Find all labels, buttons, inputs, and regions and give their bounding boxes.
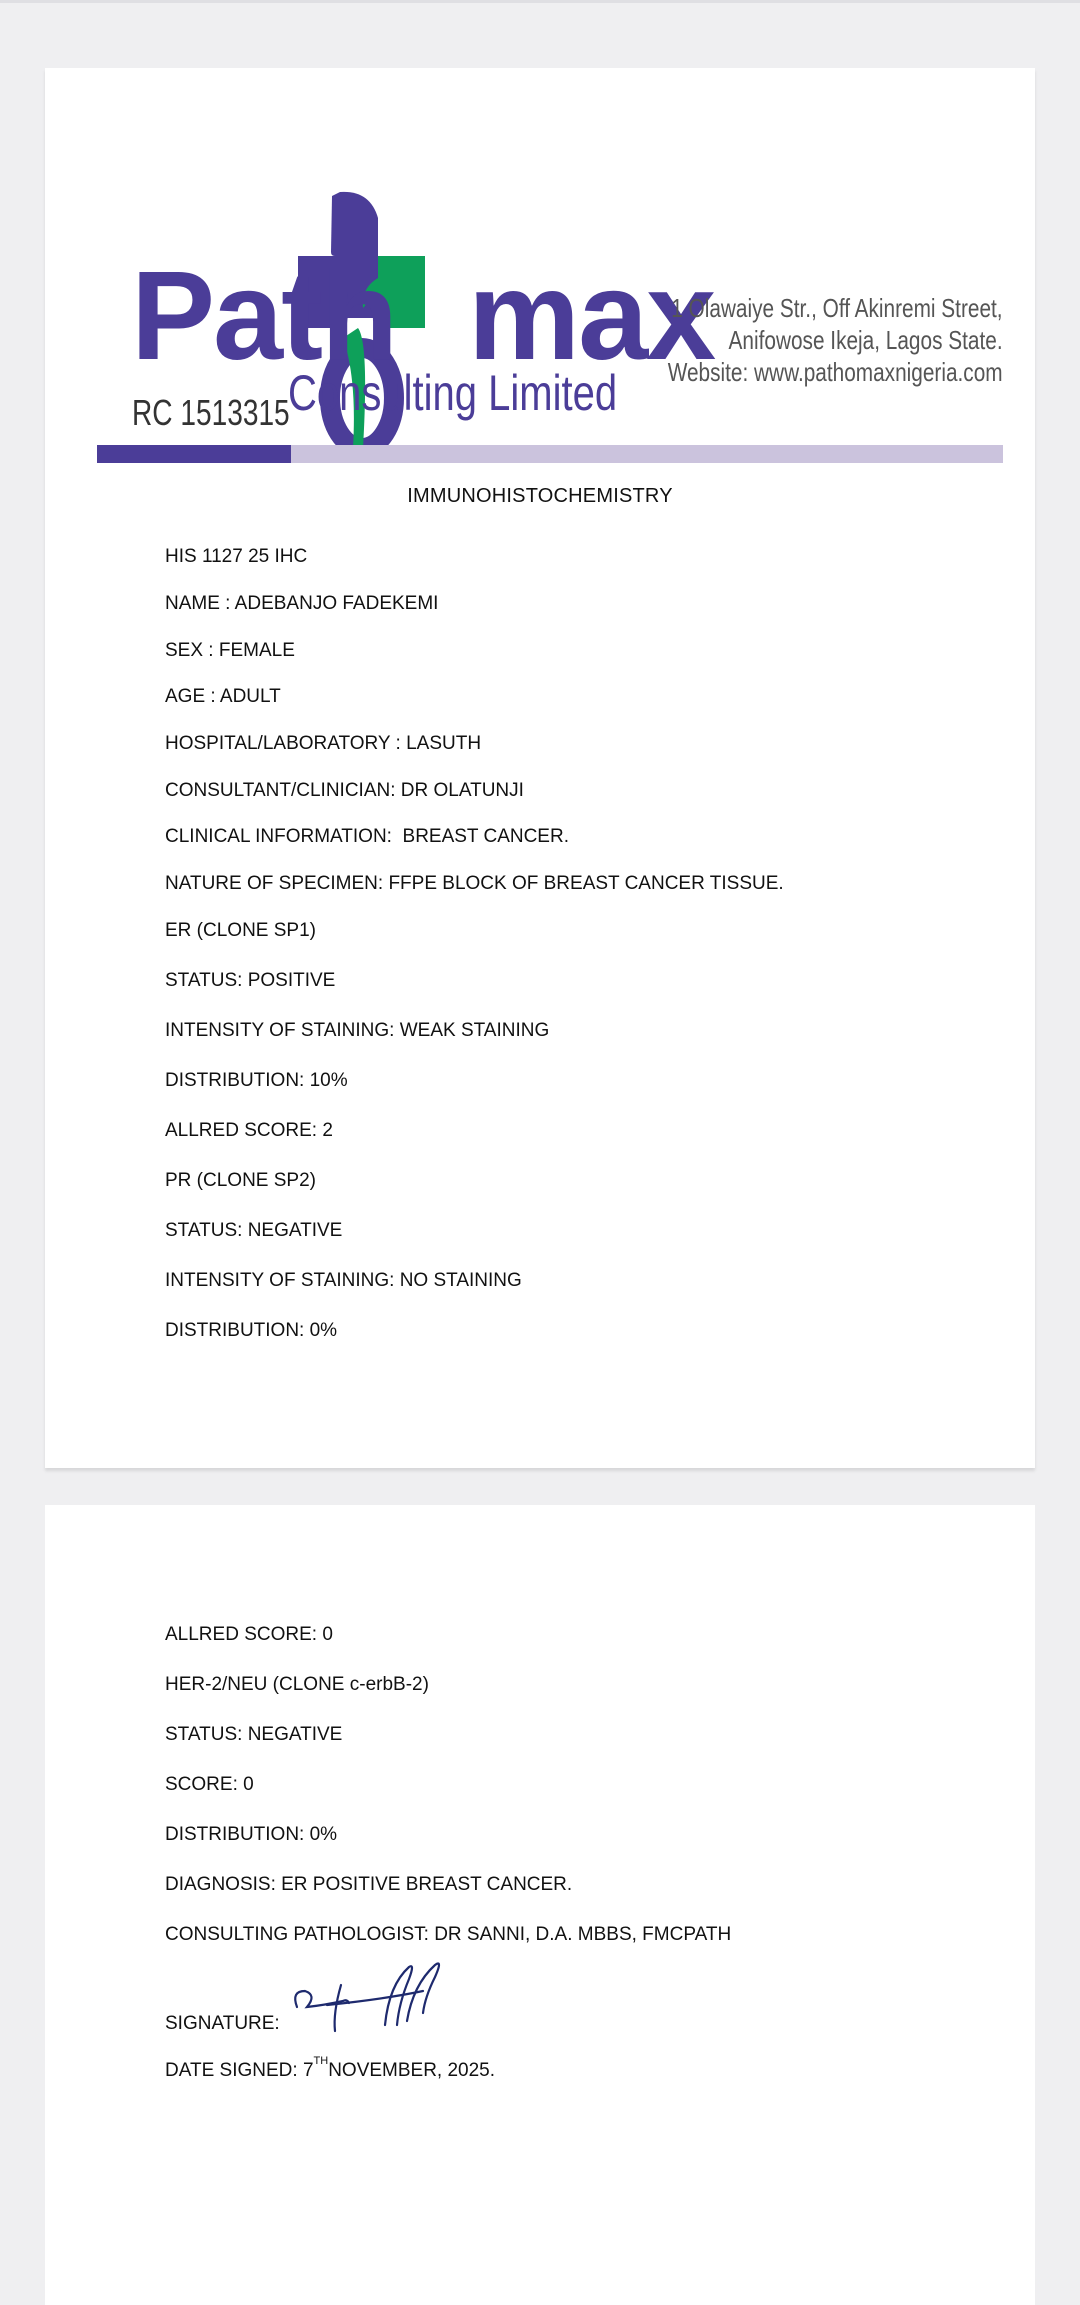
document-page-2 <box>45 1505 1035 2305</box>
signature-label: SIGNATURE: <box>165 2013 280 2034</box>
report-line: ALLRED SCORE: 0 <box>165 1624 333 1645</box>
report-line: HER-2/NEU (CLONE c-erbB-2) <box>165 1674 429 1695</box>
website-line: Website: www.pathomaxnigeria.com <box>668 357 1003 387</box>
report-line: SCORE: 0 <box>165 1774 254 1795</box>
date-signed <box>165 2055 496 2083</box>
report-line: STATUS: POSITIVE <box>165 970 336 991</box>
report-line: HIS 1127 25 IHC <box>165 546 308 567</box>
date-signed-suffix: NOVEMBER, 2025. <box>328 2060 496 2081</box>
date-signed-prefix: DATE SIGNED: 7 <box>165 2060 314 2081</box>
letterhead-divider-accent <box>97 445 291 463</box>
report-line: STATUS: NEGATIVE <box>165 1220 343 1241</box>
logo-word-right: max <box>468 245 715 386</box>
company-address <box>668 292 1003 388</box>
report-line: CONSULTING PATHOLOGIST: DR SANNI, D.A. MBBS, FMCPATH <box>165 1924 732 1945</box>
report-line: INTENSITY OF STAINING: NO STAINING <box>165 1270 522 1291</box>
document-page-1 <box>45 68 1035 1468</box>
report-line: STATUS: NEGATIVE <box>165 1724 343 1745</box>
address-line-2: Anifowose Ikeja, Lagos State. <box>728 325 1003 355</box>
report-line: SEX : FEMALE <box>165 640 295 661</box>
top-edge <box>0 0 1080 3</box>
date-signed-ordinal: TH <box>313 2055 329 2067</box>
report-line: CLINICAL INFORMATION: BREAST CANCER. <box>165 826 569 847</box>
logo-wordmark <box>131 245 715 386</box>
logo-subtitle: Consulting Limited <box>288 365 618 421</box>
address-line-1: 1 Olawaiye Str., Off Akinremi Street, <box>671 293 1003 323</box>
report-line: HOSPITAL/LABORATORY : LASUTH <box>165 733 482 754</box>
report-line: DISTRIBUTION: 0% <box>165 1320 338 1341</box>
report-line: DISTRIBUTION: 0% <box>165 1824 338 1845</box>
report-title: IMMUNOHISTOCHEMISTRY <box>407 485 673 507</box>
report-line: CONSULTANT/CLINICIAN: DR OLATUNJI <box>165 780 524 801</box>
report-line: INTENSITY OF STAINING: WEAK STAINING <box>165 1020 550 1041</box>
report-line: AGE : ADULT <box>165 686 281 707</box>
report-line: ER (CLONE SP1) <box>165 920 316 941</box>
handwritten-signature <box>285 1955 475 2035</box>
report-line: ALLRED SCORE: 2 <box>165 1120 333 1141</box>
report-line: DISTRIBUTION: 10% <box>165 1070 348 1091</box>
report-line: NAME : ADEBANJO FADEKEMI <box>165 593 439 614</box>
logo-word-left: Path <box>131 245 397 386</box>
report-line: NATURE OF SPECIMEN: FFPE BLOCK OF BREAST CANCER TISSUE. <box>165 873 784 894</box>
letterhead-divider <box>97 445 1003 463</box>
report-line: PR (CLONE SP2) <box>165 1170 316 1191</box>
report-line: DIAGNOSIS: ER POSITIVE BREAST CANCER. <box>165 1874 573 1895</box>
rc-number: RC 1513315 <box>132 392 290 433</box>
